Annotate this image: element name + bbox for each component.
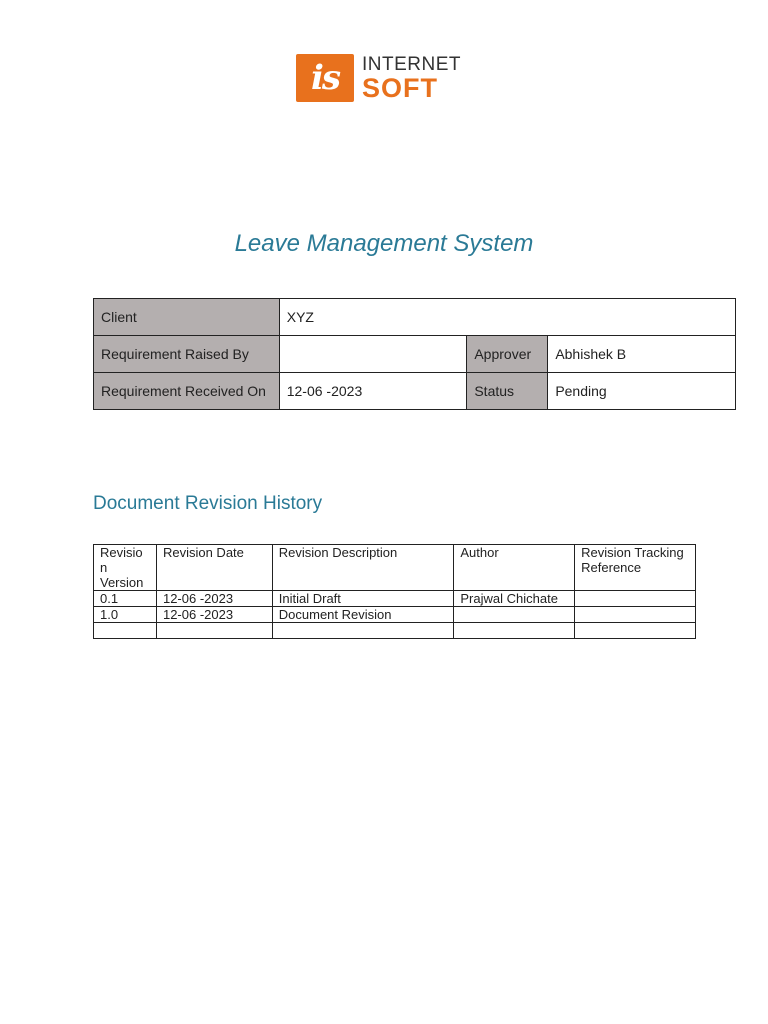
- raised-by-label: Requirement Raised By: [94, 336, 280, 373]
- column-header: Revision Tracking Reference: [575, 545, 696, 591]
- logo-mark: [296, 54, 354, 102]
- table-cell: Initial Draft: [272, 591, 454, 607]
- table-cell: [454, 607, 575, 623]
- column-header: Author: [454, 545, 575, 591]
- raised-by-value: [279, 336, 467, 373]
- table-row: [94, 591, 696, 607]
- client-label: Client: [94, 299, 280, 336]
- status-label: Status: [467, 373, 548, 410]
- table-row: [94, 336, 736, 373]
- table-cell: 1.0: [94, 607, 157, 623]
- table-cell: [575, 623, 696, 639]
- revision-history-heading: Document Revision History: [93, 493, 323, 514]
- table-cell: [575, 607, 696, 623]
- table-cell: [272, 623, 454, 639]
- table-row: [94, 607, 696, 623]
- table-cell: 12-06 -2023: [156, 607, 272, 623]
- table-cell: 12-06 -2023: [156, 591, 272, 607]
- table-cell: Document Revision: [272, 607, 454, 623]
- revision-history-table: [93, 544, 696, 639]
- received-on-label: Requirement Received On: [94, 373, 280, 410]
- company-logo: [296, 54, 461, 102]
- table-row: [94, 623, 696, 639]
- table-cell: [575, 591, 696, 607]
- table-row: [94, 373, 736, 410]
- table-row: [94, 299, 736, 336]
- column-header: Revision Date: [156, 545, 272, 591]
- approver-label: Approver: [467, 336, 548, 373]
- table-cell: [156, 623, 272, 639]
- table-cell: 0.1: [94, 591, 157, 607]
- table-cell: [94, 623, 157, 639]
- document-title: Leave Management System: [234, 230, 534, 257]
- logo-wordmark: [362, 55, 461, 102]
- table-header-row: [94, 545, 696, 591]
- table-cell: [454, 623, 575, 639]
- logo-line-1: INTERNET: [362, 53, 461, 75]
- status-value: Pending: [548, 373, 736, 410]
- table-cell: Prajwal Chichate: [454, 591, 575, 607]
- approver-value: Abhishek B: [548, 336, 736, 373]
- requirement-info-table: [93, 298, 736, 410]
- client-value: XYZ: [279, 299, 735, 336]
- received-on-value: 12-06 -2023: [279, 373, 467, 410]
- logo-line-2: SOFT: [362, 72, 438, 103]
- logo-mark-text: is: [310, 58, 340, 98]
- column-header: Revisio n Version: [94, 545, 157, 591]
- column-header: Revision Description: [272, 545, 454, 591]
